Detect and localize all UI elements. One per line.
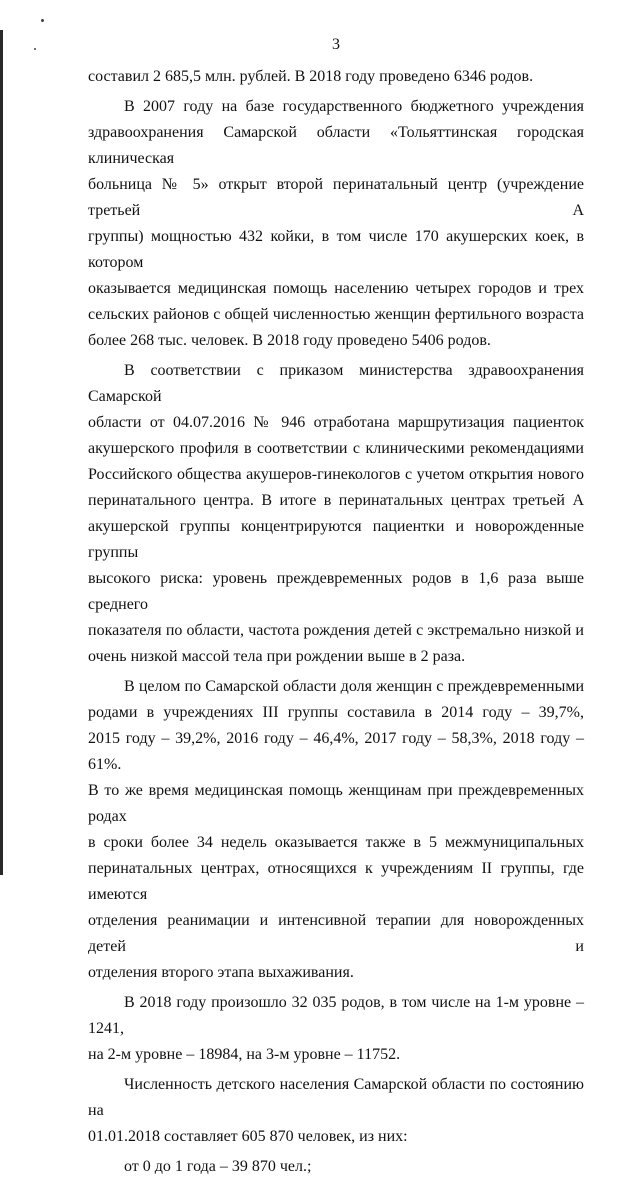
paragraph: [88, 94, 584, 354]
list-item: от 0 до 1 года – 39 870 чел.;: [124, 1158, 312, 1175]
text-line: 2015 году – 39,2%, 2016 году – 46,4%, 2017 году – 58,3%, 2018 году – 61%.: [88, 730, 584, 773]
text-line: на 2-м уровне – 18984, на 3-м уровне – 11752.: [88, 1046, 401, 1063]
text-line: составил 2 685,5 млн. рублей. В 2018 году проведено 6346 родов.: [88, 68, 534, 85]
text-line: Российского общества акушеров-гинекологов с учетом открытия нового: [88, 466, 584, 483]
text-line: больница № 5» открыт второй перинатальный центр (учреждение третьей А: [88, 176, 584, 219]
text-line: В соответствии с приказом министерства здравоохранения Самарской: [88, 362, 584, 405]
text-line: области от 04.07.2016 № 946 отработана маршрутизация пациенток: [88, 414, 584, 431]
text-line: оказывается медицинская помощь населению четырех городов и трех: [88, 280, 584, 297]
text-line: перинатального центра. В итоге в перинатальных центрах третьей А: [88, 492, 584, 509]
scan-speck: [41, 19, 44, 22]
text-line: группы) мощностью 432 койки, в том числе 170 акушерских коек, в котором: [88, 228, 584, 271]
paragraph: [88, 674, 584, 986]
text-line: В 2018 году произошло 32 035 родов, в том числе на 1-м уровне – 1241,: [88, 994, 584, 1037]
text-line: сельских районов с общей численностью женщин фертильного возраста: [88, 306, 584, 323]
text-line: Численность детского населения Самарской области по состоянию на: [88, 1076, 584, 1119]
list-container: [88, 1154, 584, 1180]
text-line: родами в учреждениях III группы составила в 2014 году – 39,7%,: [88, 704, 584, 721]
paragraph: [88, 358, 584, 670]
text-line: отделения второго этапа выхаживания.: [88, 964, 354, 981]
text-line: высокого риска: уровень преждевременных родов в 1,6 раза выше среднего: [88, 570, 584, 613]
text-line: перинатальных центрах, относящихся к учреждениям II группы, где имеются: [88, 860, 584, 903]
page-number: 3: [332, 36, 340, 53]
paragraph: [88, 1072, 584, 1150]
text-line: здравоохранения Самарской области «Тольяттинская городская клиническая: [88, 124, 584, 167]
text-line: в сроки более 34 недель оказывается также в 5 межмуниципальных: [88, 834, 584, 851]
paragraph: [88, 64, 584, 90]
text-line: акушерского профиля в соответствии с клиническими рекомендациями: [88, 440, 584, 457]
text-line: очень низкой массой тела при рождении выше в 2 раза.: [88, 648, 466, 665]
paragraph-container: [88, 64, 584, 1150]
text-line: отделения реанимации и интенсивной терапии для новорожденных детей и: [88, 912, 584, 955]
text-line: акушерской группы концентрируются пациентки и новорожденные группы: [88, 518, 584, 561]
scan-edge: [0, 30, 3, 875]
text-line: В целом по Самарской области доля женщин с преждевременными: [124, 678, 584, 695]
text-line: показателя по области, частота рождения детей с экстремально низкой и: [88, 622, 584, 639]
text-line: В то же время медицинская помощь женщинам при преждевременных родах: [88, 782, 584, 825]
text-line: более 268 тыс. человек. В 2018 году проведено 5406 родов.: [88, 332, 491, 349]
text-line: В 2007 году на базе государственного бюджетного учреждения: [124, 98, 584, 115]
document-body: [88, 64, 584, 1180]
text-line: 01.01.2018 составляет 605 870 человек, из них:: [88, 1128, 408, 1145]
paragraph: [88, 990, 584, 1068]
